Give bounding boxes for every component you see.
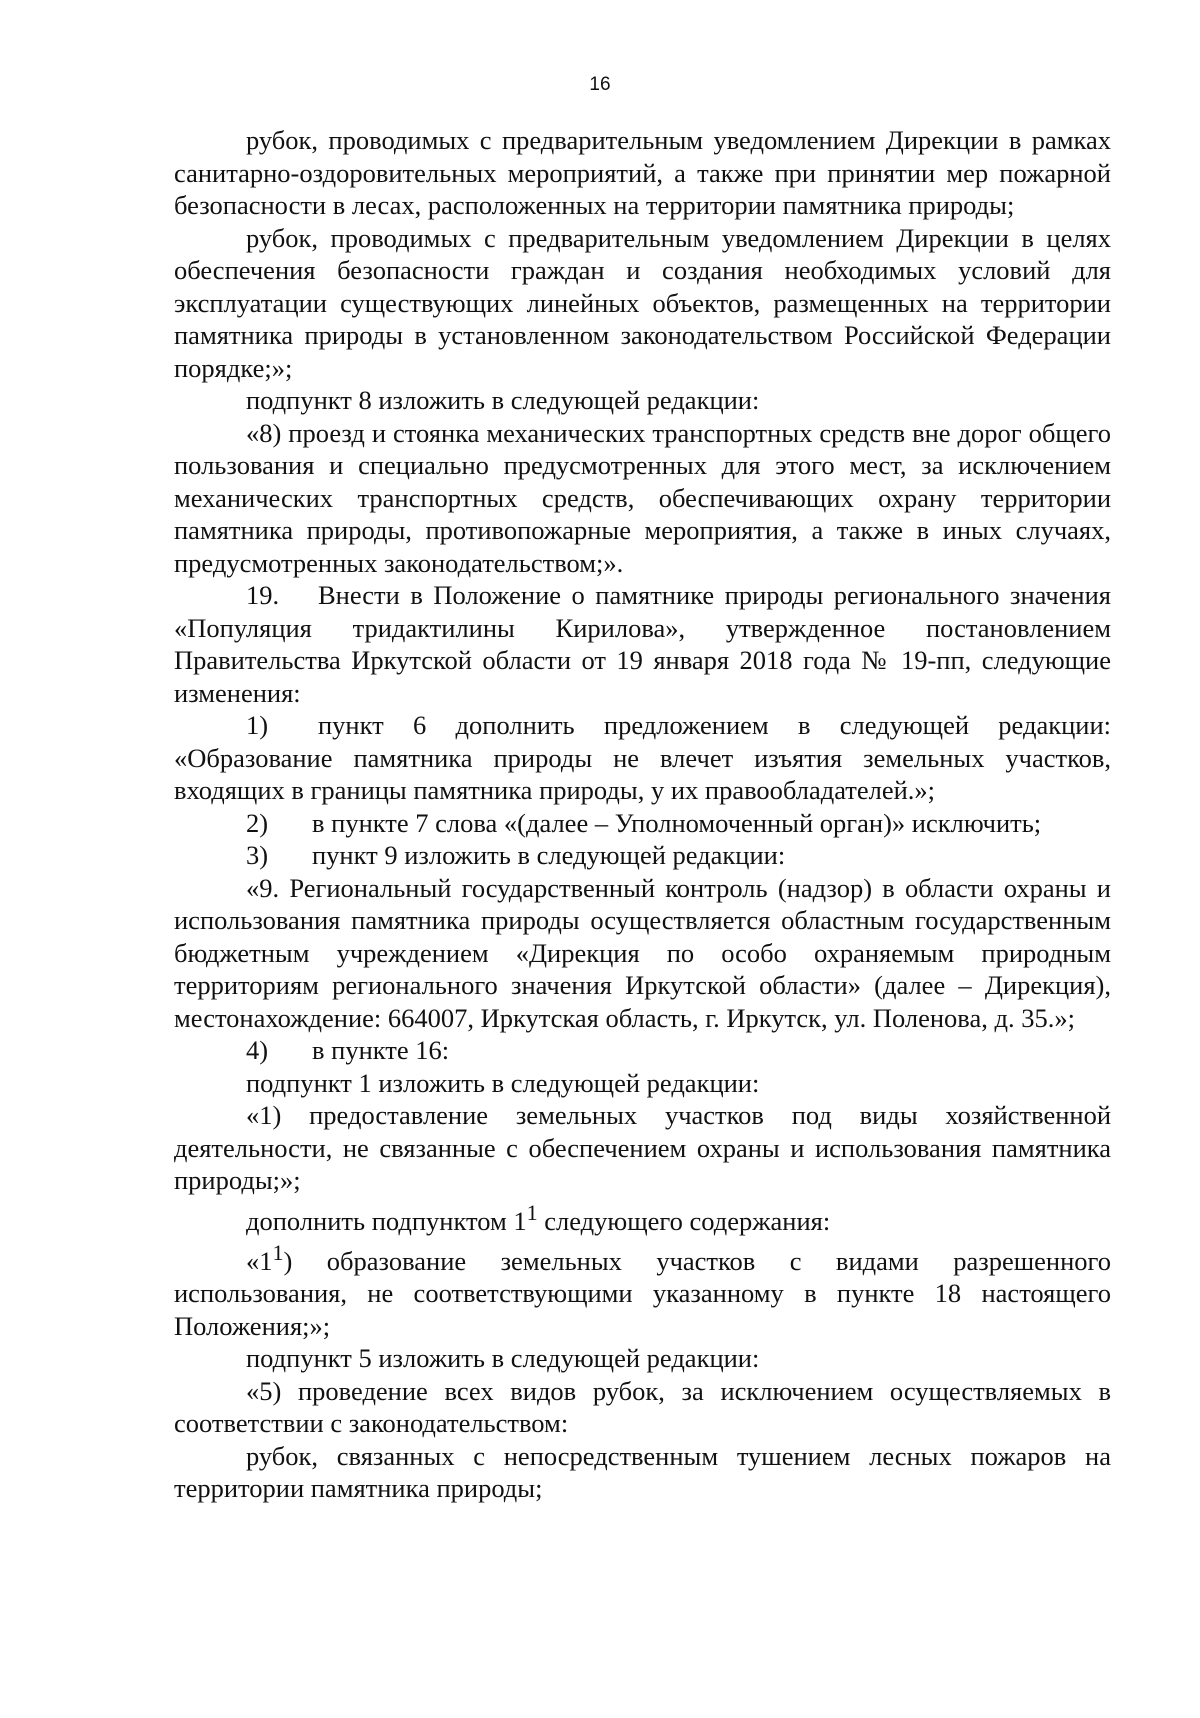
item-number: 1) [246, 710, 269, 740]
item-number: 3) [246, 840, 269, 870]
paragraph [174, 1342, 1111, 1375]
paragraph-text: дополнить подпунктом 1 [246, 1205, 527, 1236]
page-number: 16 [589, 74, 611, 95]
paragraph [174, 1237, 1111, 1342]
item-number: 19. [246, 580, 280, 610]
paragraph [174, 384, 1111, 417]
document-body [174, 124, 1111, 1505]
paragraph-text: подпункт 5 изложить в следующей редакции: [246, 1343, 760, 1374]
paragraph [174, 1197, 1111, 1237]
paragraph-text: рубок, связанных с непосредственным тушением лесных пожаров на территории памятника природы; [174, 1440, 1111, 1504]
paragraph-text: следующего содержания: [537, 1205, 831, 1236]
item-number: 2) [246, 807, 269, 838]
paragraph-text: «1) предоставление земельных участков под виды хозяйственной деятельности, не связанные с обеспечением охраны и использования памятника природы;»; [174, 1100, 1111, 1195]
numbered-paragraph [174, 839, 1111, 872]
paragraph-text: «9. Региональный государственный контроль (надзор) в области охраны и использования памятника природы осуществляется областным государственным бюджетным учреждением «Дирекция по особо охраняемым природным территориям регионального значения Иркутской области» (далее – Дирекция), местонахождение: 664007, Иркутская область, г. Иркутск, ул. Поленова, д. 35.»; [174, 872, 1111, 1033]
paragraph [174, 1067, 1111, 1100]
paragraph-text: «1 [246, 1245, 273, 1276]
paragraph [174, 1440, 1111, 1505]
paragraph-text: пункт 6 дополнить предложением в следующей редакции: «Образование памятника природы не влечет изъятия земельных участков, входящих в границы памятника природы, у их правообладателей.»; [174, 710, 1111, 805]
paragraph-text: подпункт 1 изложить в следующей редакции: [246, 1067, 760, 1098]
paragraph-text: ) образование земельных участков с видами разрешенного использования, не соответствующими указанному в пункте 18 настоящего Положения;»; [174, 1245, 1111, 1341]
numbered-paragraph [174, 807, 1111, 840]
paragraph [174, 417, 1111, 580]
paragraph [174, 222, 1111, 385]
paragraph-text: «5) проведение всех видов рубок, за исключением осуществляемых в соответствии с законодательством: [174, 1375, 1111, 1439]
paragraph-text: в пункте 7 слова «(далее – Уполномоченный орган)» исключить; [312, 807, 1042, 838]
paragraph-text: в пункте 16: [312, 1035, 450, 1065]
paragraph [174, 1375, 1111, 1440]
paragraph [174, 872, 1111, 1035]
numbered-paragraph [174, 709, 1111, 807]
superscript: 1 [526, 1199, 538, 1225]
paragraph [174, 1099, 1111, 1197]
paragraph-text: рубок, проводимых с предварительным уведомлением Дирекции в целях обеспечения безопасности граждан и создания необходимых условий для эксплуатации существующих линейных объектов, размещенных на территории памятника природы в установленном законодательством Российской Федерации порядке;»; [174, 222, 1111, 383]
paragraph-text: рубок, проводимых с предварительным уведомлением Дирекции в рамках санитарно-оздоровительных мероприятий, а также при принятии мер пожарной безопасности в лесах, расположенных на территории памятника природы; [174, 125, 1111, 220]
paragraph-text: Внести в Положение о памятнике природы регионального значения «Популяция тридактилины Кирилова», утвержденное постановлением Правительства Иркутской области от 19 января 2018 года № 19-пп, следующие изменения: [174, 580, 1111, 708]
superscript: 1 [272, 1239, 284, 1265]
numbered-paragraph [174, 1034, 1111, 1067]
numbered-paragraph [174, 579, 1111, 709]
paragraph-text: «8) проезд и стоянка механических транспортных средств вне дорог общего пользования и специально предусмотренных для этого мест, за исключением механических транспортных средств, обеспечивающих охрану территории памятника природы, противопожарные мероприятия, а также в иных случаях, предусмотренных законодательством;». [174, 417, 1111, 578]
item-number: 4) [246, 1035, 269, 1065]
paragraph [174, 124, 1111, 222]
paragraph-text: подпункт 8 изложить в следующей редакции: [246, 385, 760, 415]
paragraph-text: пункт 9 изложить в следующей редакции: [312, 840, 786, 870]
